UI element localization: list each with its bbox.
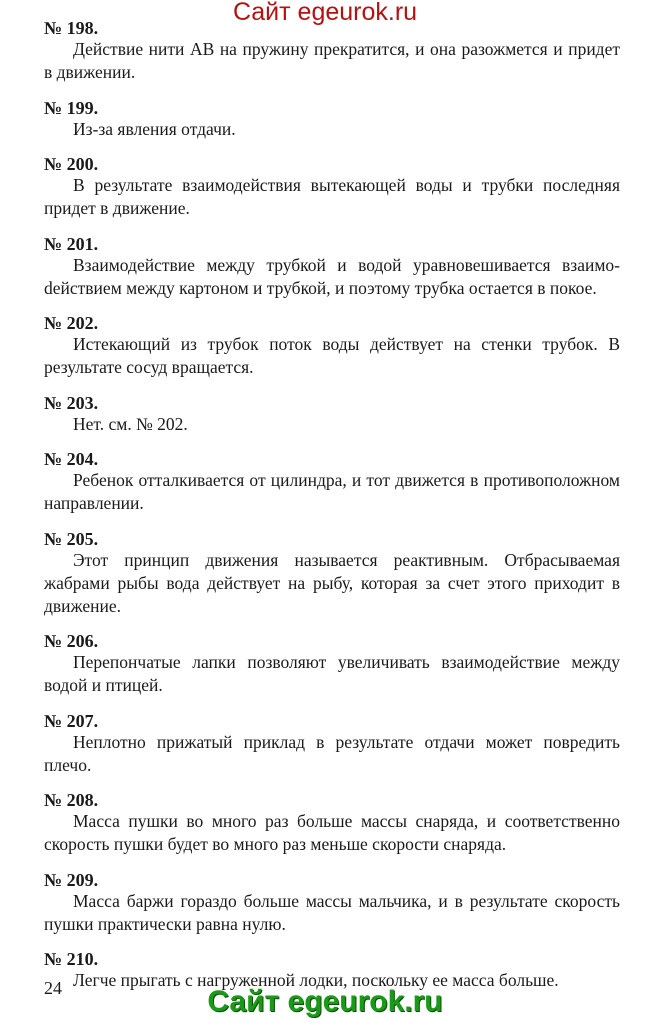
entry-text: Взаимодействие между трубкой и водой уравновешивается взаимоdействием между картоном и трубкой, и поэтому трубка остается в покое.: [44, 254, 620, 298]
entry-number: № 199.: [44, 97, 99, 118]
entry-number: № 198.: [44, 18, 99, 38]
watermark-top: Сайт egeurok.ru: [232, 0, 418, 26]
entry-number: № 204.: [44, 449, 99, 469]
entry-text: Нет. см. № 202.: [73, 413, 188, 434]
entry-text: Неплотно прижатый приклад в результате отдачи может повредить плечо.: [44, 731, 620, 775]
watermark-bottom: Сайт egeurok.ru: [207, 985, 443, 1018]
entry-text: Из-за явления отдачи.: [73, 118, 236, 139]
entry-199: [44, 98, 620, 141]
entry-text: Действие нити AB на пружину прекратится, и она разожмется и придет в движении.: [44, 39, 620, 82]
entry-text: Легче прыгать с нагруженной лодки, поскольку ее масса больше.: [73, 970, 559, 990]
entry-text: Ребенок отталкивается от цилиндра, и тот движется в противоположном направлении.: [44, 470, 620, 513]
entry-198: [44, 18, 620, 84]
entry-number: № 207.: [44, 710, 99, 731]
entry-text: Масса пушки во много раз больше массы снаряда, и соответственно скорость пушки будет во много раз меньше скорости снаряда.: [44, 811, 620, 854]
entry-number: № 210.: [44, 949, 99, 969]
page-number: 24: [44, 978, 62, 998]
entry-207: [44, 711, 620, 777]
entry-number: № 208.: [44, 790, 99, 810]
entry-200: [44, 154, 620, 220]
entry-number: № 206.: [44, 631, 99, 651]
entry-206: [44, 631, 620, 697]
entry-203: [44, 393, 620, 436]
entry-205: [44, 529, 620, 618]
entry-text: Перепончатые лапки позволяют увеличивать взаимодействие между водой и птицей.: [44, 652, 620, 695]
entry-number: № 202.: [44, 313, 99, 333]
entry-text: Масса баржи гораздо больше массы мальчика, и в результате скорость пушки практически равна нулю.: [44, 890, 620, 934]
entry-201: [44, 234, 620, 300]
entry-text: Этот принцип движения называется реактивным. Отбрасываемая жабрами рыбы вода действует на рыбу, которая за счет этого приходит в движение.: [44, 549, 620, 616]
entry-204: [44, 449, 620, 515]
entry-202: [44, 313, 620, 379]
entry-text: Истекающий из трубок поток воды действует на стенки трубок. В результате сосуд вращается.: [44, 334, 620, 377]
entry-number: № 201.: [44, 233, 99, 254]
document-body: [44, 18, 620, 1006]
entry-number: № 203.: [44, 392, 99, 413]
entry-text: В результате взаимодействия вытекающей воды и трубки последняя придет в движение.: [44, 175, 620, 218]
entry-209: [44, 870, 620, 936]
entry-208: [44, 790, 620, 856]
entry-number: № 205.: [44, 528, 99, 549]
entry-number: № 209.: [44, 869, 99, 890]
entry-number: № 200.: [44, 154, 99, 174]
